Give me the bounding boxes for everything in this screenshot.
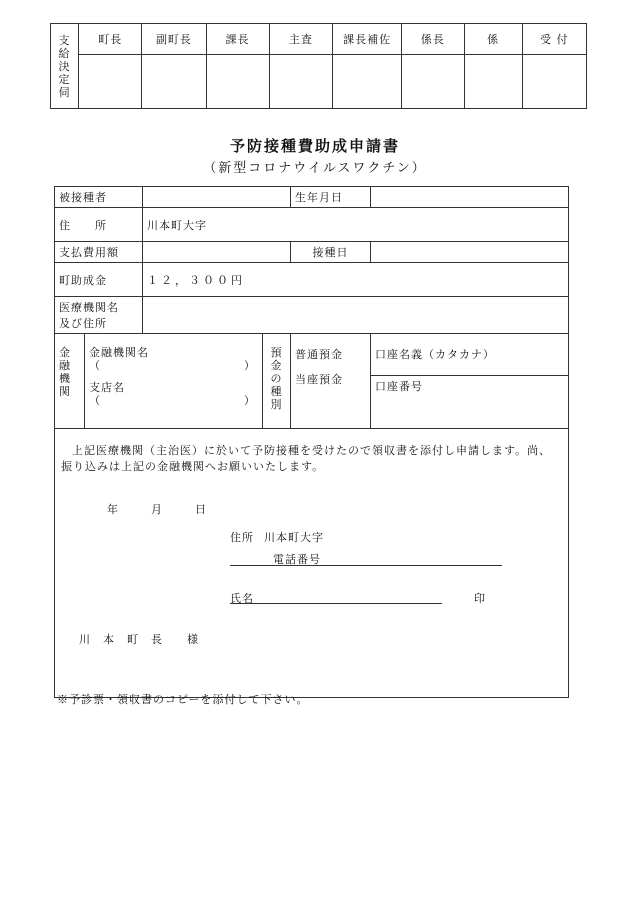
patient-field[interactable] (143, 187, 291, 208)
header-sub-chief: 係長 (402, 24, 464, 55)
account-holder-field[interactable] (371, 334, 568, 376)
declaration-text: 上記医療機関（主治医）に於いて予防接種を受けたので領収書を添付し申請します。尚、振り込みは上記の金融機関へお願いいたします。 (61, 444, 552, 473)
vaccination-date-field[interactable] (371, 242, 569, 263)
deposit-type-label: 預 金 の 種 別 (263, 334, 291, 429)
bank-name-input[interactable]: （ ） (89, 359, 256, 372)
recipient: 川 本 町 長 様 (79, 633, 199, 646)
account-holder-label: 口座名義（カタカナ） (375, 348, 495, 361)
approval-side-label: 支 給 決 定 伺 (51, 24, 79, 109)
applicant-address[interactable]: 住所 川本町大字 (230, 531, 324, 544)
vaccination-date-label: 接種日 (291, 242, 371, 263)
current-deposit-option[interactable]: 当座預金 (295, 373, 343, 386)
stamp-box[interactable] (522, 55, 586, 109)
stamp-box[interactable] (79, 55, 142, 109)
stamp-box[interactable] (269, 55, 332, 109)
account-number-label: 口座番号 (375, 380, 423, 393)
subsidy-label: 町助成金 (55, 263, 143, 297)
bank-name-label: 金融機関名 (89, 346, 149, 359)
account-cell (371, 334, 569, 429)
header-staff: 係 (464, 24, 522, 55)
header-inspector: 主査 (269, 24, 332, 55)
bank-field[interactable] (85, 334, 263, 429)
stamp-box[interactable] (142, 55, 206, 109)
date-line[interactable]: 年 月 日 (107, 503, 207, 516)
bank-side-label: 金 融 機 関 (55, 334, 85, 429)
address-label: 住 所 (55, 208, 143, 242)
stamp-box[interactable] (402, 55, 464, 109)
patient-label: 被接種者 (55, 187, 143, 208)
name-field[interactable] (230, 590, 442, 604)
clinic-field[interactable] (143, 297, 569, 334)
page-subtitle: （新型コロナウイルスワクチン） (203, 161, 427, 176)
address-field[interactable]: 川本町大字 (143, 208, 569, 242)
phone-label: 電話番号 (273, 553, 321, 566)
declaration-section (55, 429, 569, 698)
branch-input[interactable]: （ ） (89, 394, 256, 407)
page-title: 予防接種費助成申請書 (229, 137, 400, 155)
header-assistant-chief: 課長補佐 (333, 24, 402, 55)
deposit-type-options (291, 334, 371, 429)
header-section-chief: 課長 (206, 24, 269, 55)
branch-label: 支店名 (89, 381, 125, 394)
header-deputy-mayor: 副町長 (142, 24, 206, 55)
clinic-label: 医療機関名 及び住所 (55, 297, 143, 334)
header-reception: 受 付 (522, 24, 586, 55)
application-form (54, 186, 569, 698)
seal-mark: 印 (474, 592, 486, 605)
paid-amount-field[interactable] (143, 242, 291, 263)
name-label: 氏名 (230, 592, 254, 605)
dob-label: 生年月日 (291, 187, 371, 208)
phone-field[interactable] (230, 551, 502, 566)
stamp-box[interactable] (206, 55, 269, 109)
stamp-box[interactable] (333, 55, 402, 109)
ordinary-deposit-option[interactable]: 普通預金 (295, 348, 343, 361)
stamp-box[interactable] (464, 55, 522, 109)
attachment-note: ※予診票・領収書のコピーを添付して下さい。 (57, 693, 309, 706)
subsidy-value: １２，３００円 (143, 263, 569, 297)
account-number-field[interactable] (371, 376, 568, 396)
header-mayor: 町長 (79, 24, 142, 55)
dob-field[interactable] (371, 187, 569, 208)
approval-table (50, 23, 587, 109)
paid-amount-label: 支払費用額 (55, 242, 143, 263)
